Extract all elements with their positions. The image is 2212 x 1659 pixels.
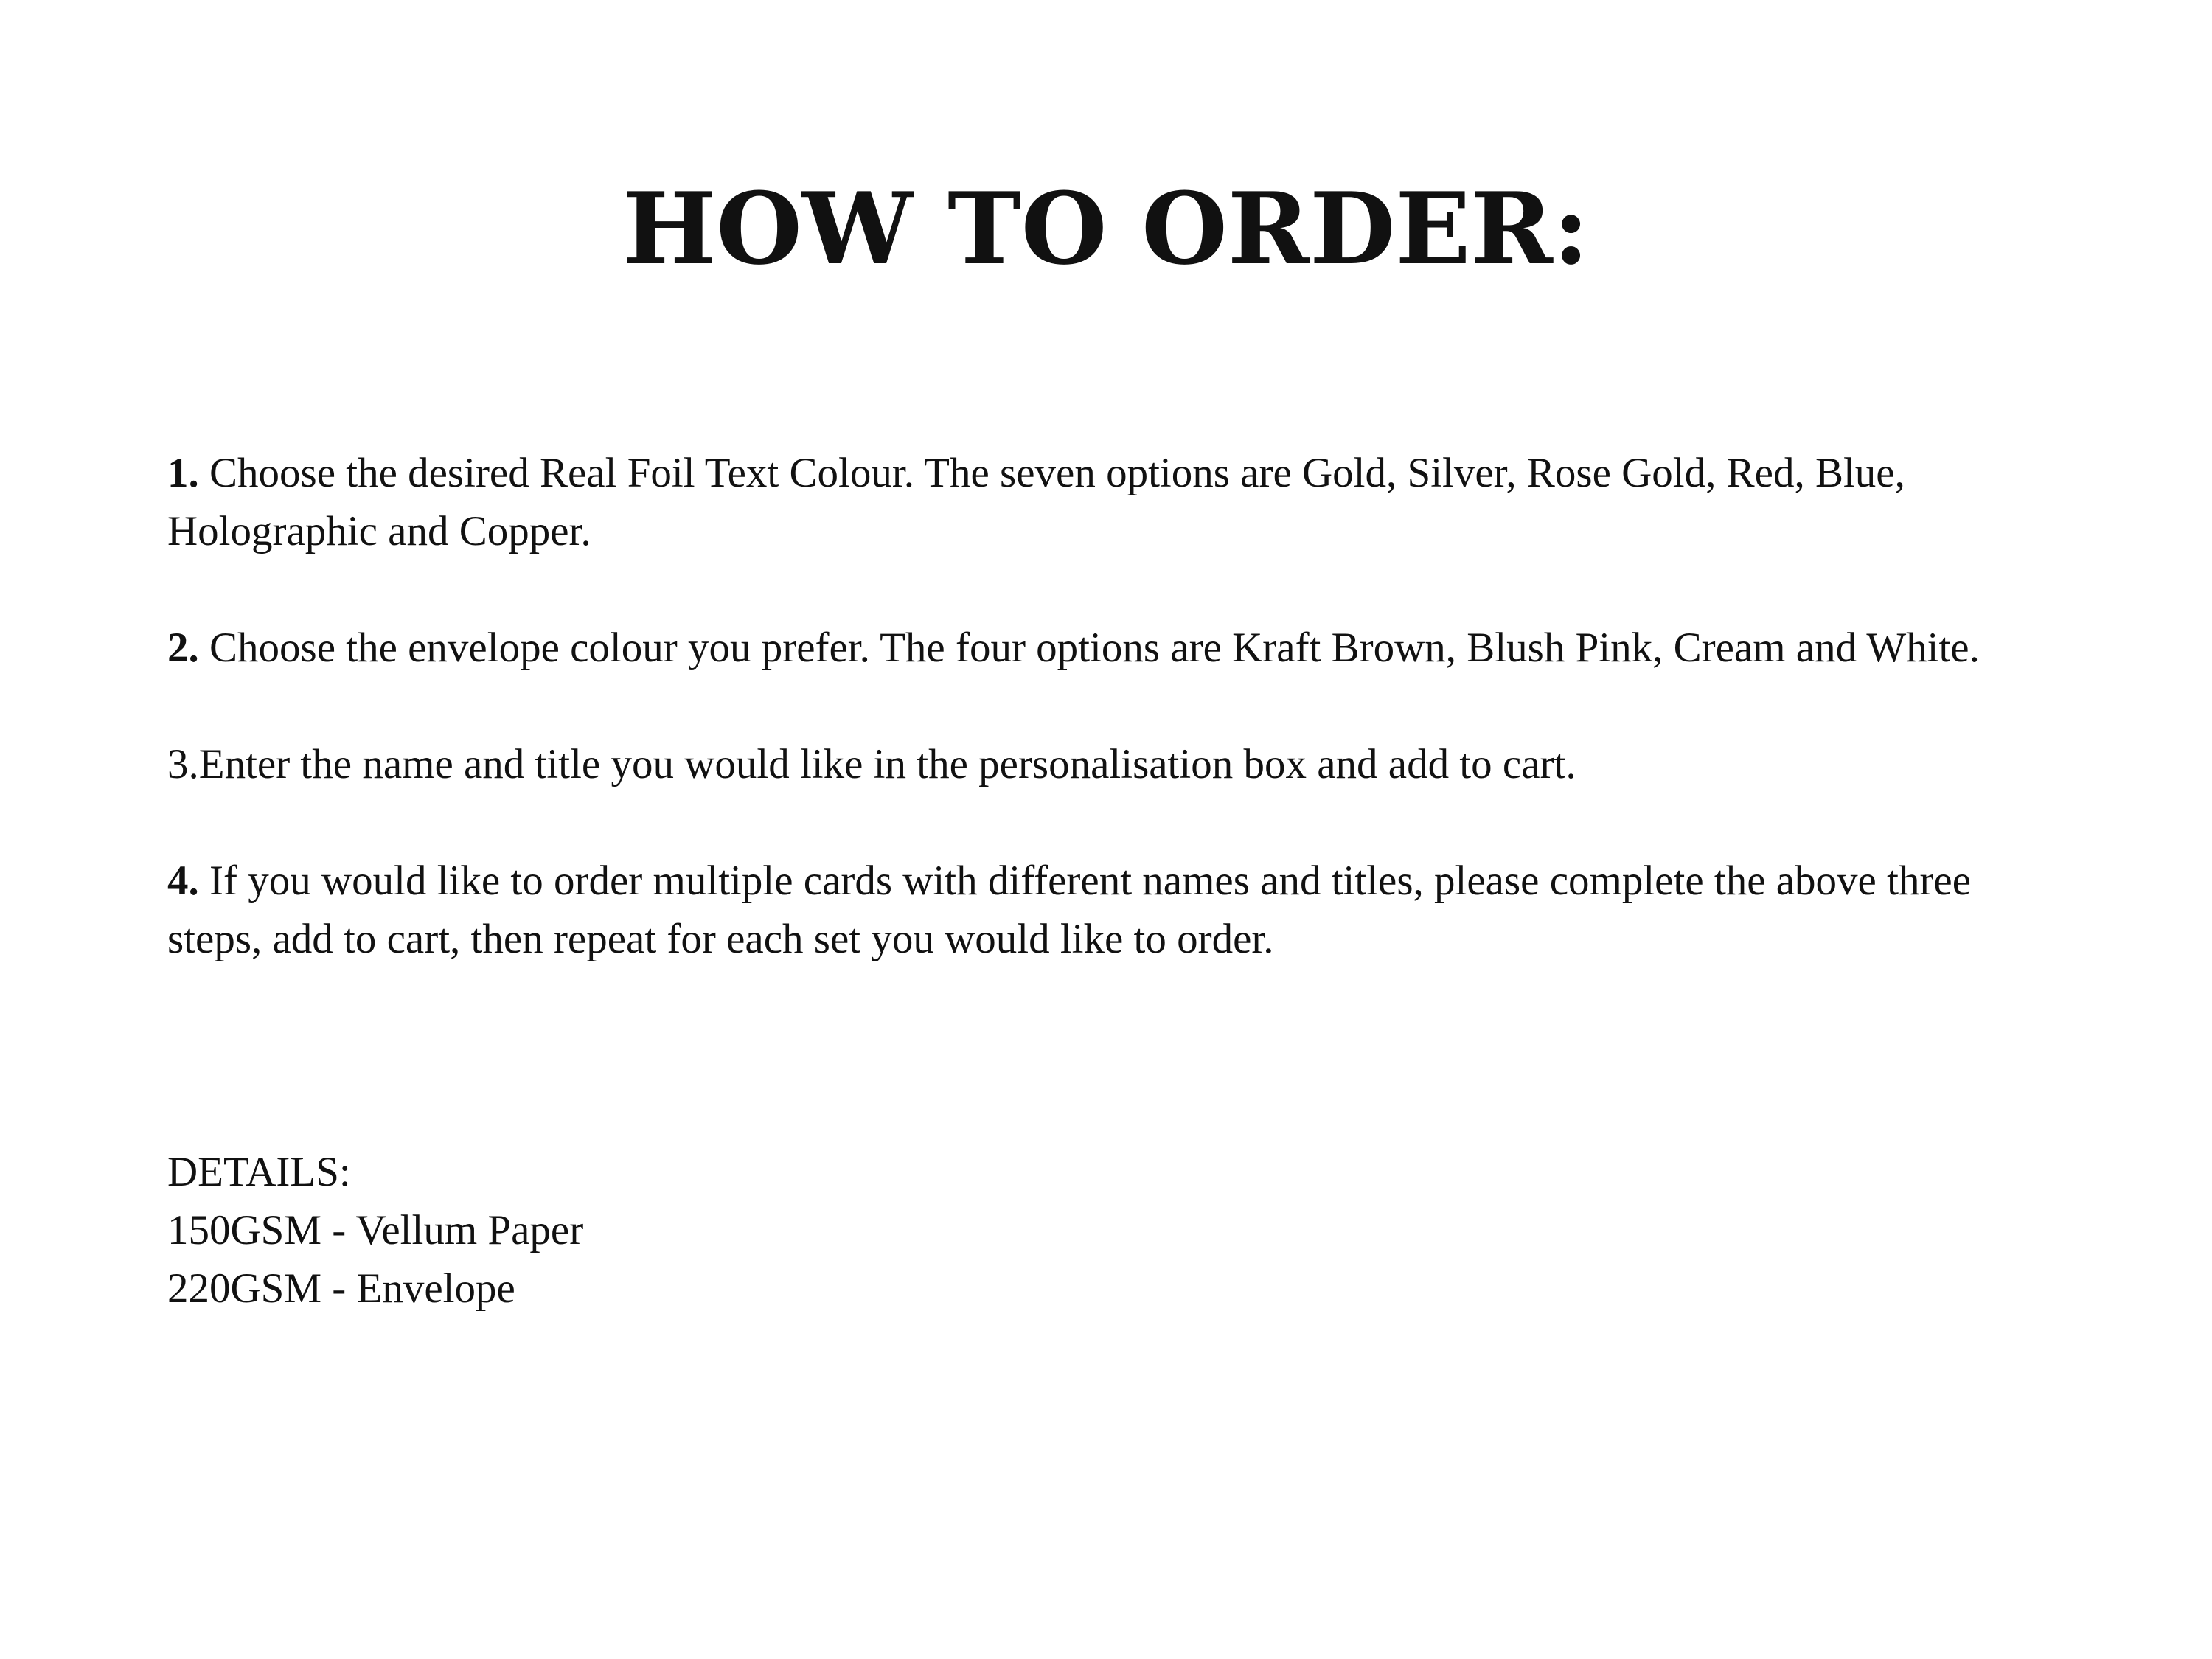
step-text: Enter the name and title you would like in the personalisation box and add to cart. <box>198 741 1576 787</box>
details-heading: DETAILS: <box>167 1149 351 1195</box>
step-number: 4. <box>167 858 199 904</box>
step-number: 1. <box>167 450 199 496</box>
step-number: 3. <box>167 741 199 787</box>
step-4 <box>167 852 2070 968</box>
steps-list <box>167 444 2070 1026</box>
details-section <box>167 1143 1347 1318</box>
page-title: HOW TO ORDER: <box>622 170 1590 287</box>
details-line-paper: 150GSM - Vellum Paper <box>167 1207 584 1253</box>
step-2 <box>167 619 2070 677</box>
step-text: If you would like to order multiple cards with different names and titles, please complete the above three steps, add to cart, then repeat for each set you would like to order. <box>167 858 1972 962</box>
step-text: Choose the desired Real Foil Text Colour. The seven options are Gold, Silver, Rose Gold, Red, Blue, Holographic and Copper. <box>167 450 1905 554</box>
details-line-envelope: 220GSM - Envelope <box>167 1265 515 1312</box>
step-number: 2. <box>167 625 199 671</box>
step-text: Choose the envelope colour you prefer. The four options are Kraft Brown, Blush Pink, Cream and White. <box>209 625 1980 671</box>
step-1 <box>167 444 2070 560</box>
step-3 <box>167 735 2070 793</box>
